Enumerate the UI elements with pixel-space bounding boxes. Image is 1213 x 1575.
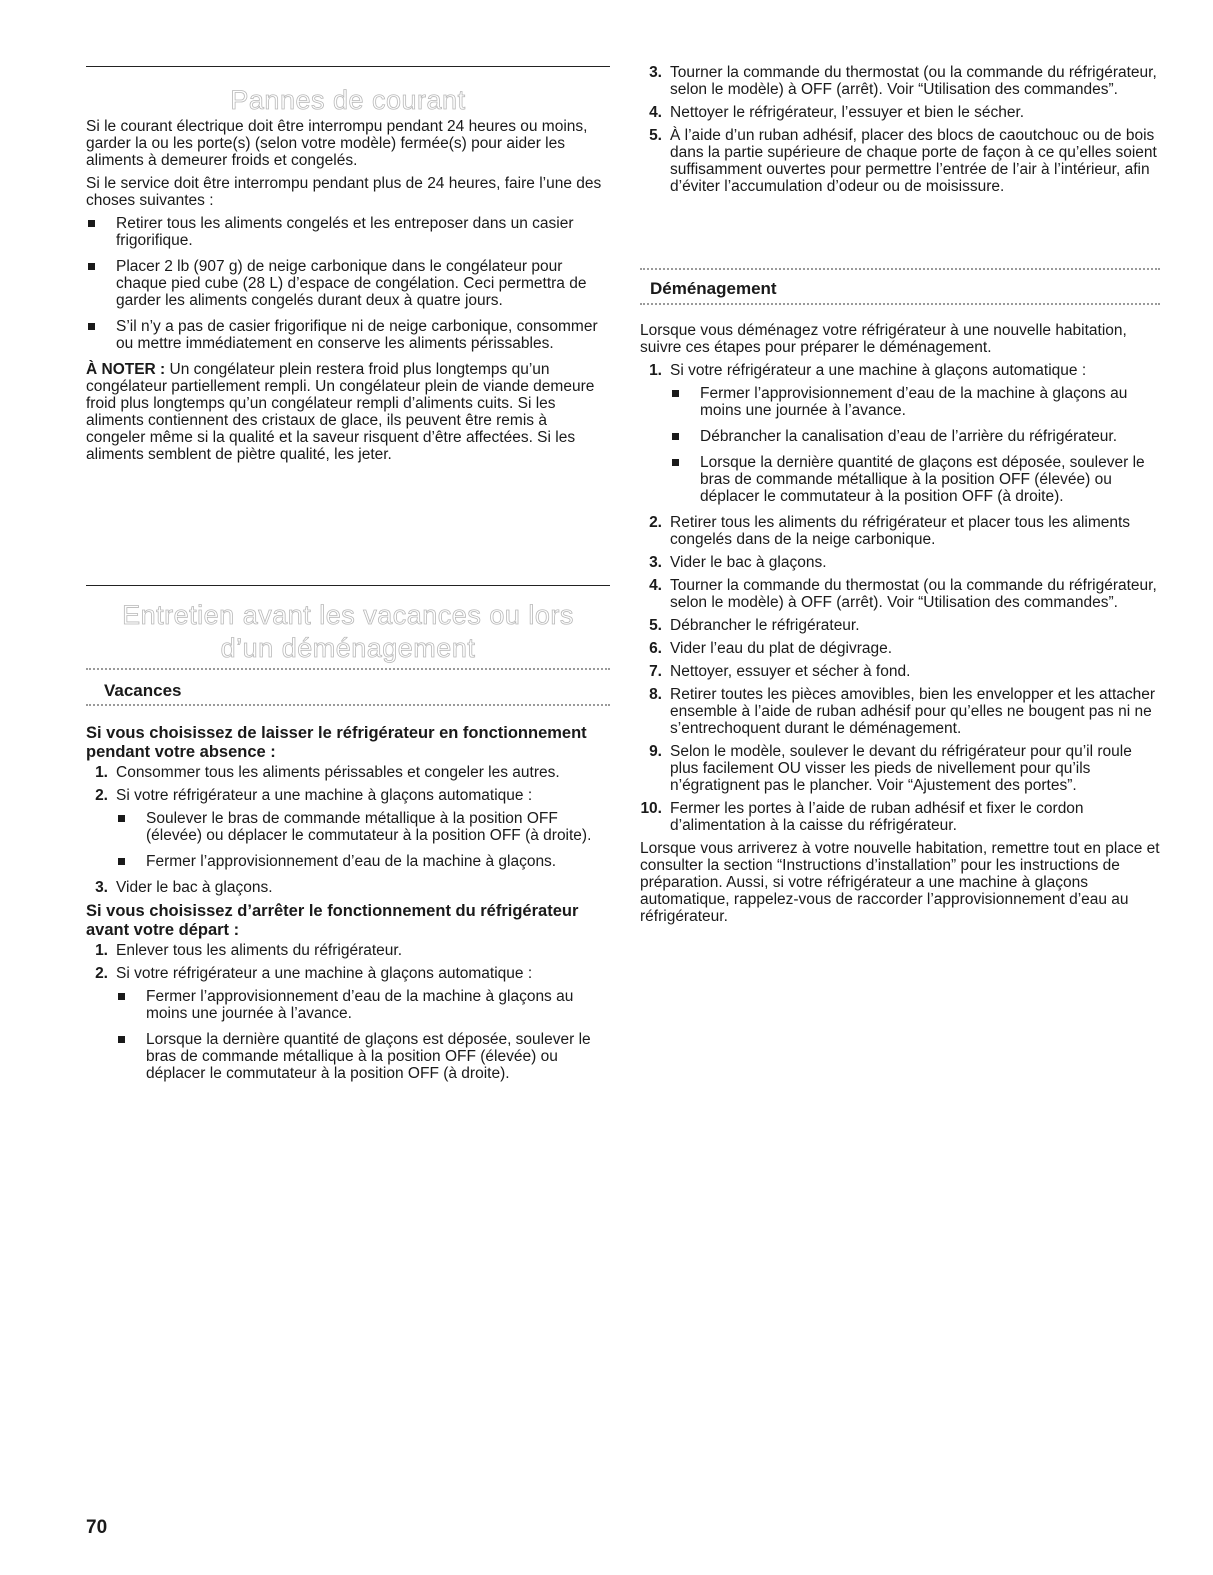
list-item (640, 362, 1160, 505)
step-text: Vider le bac à glaçons. (670, 554, 827, 571)
moving-intro: Lorsque vous déménagez votre réfrigérateur à une nouvelle habitation, suivre ces étapes pour préparer le déménagement. (640, 322, 1127, 356)
step-number: 3. (649, 64, 662, 81)
step-text: Nettoyer, essuyer et sécher à fond. (670, 663, 911, 680)
list-item: Fermer l’approvisionnement d’eau de la machine à glaçons au moins une journée à l’avance. (116, 988, 610, 1022)
step-number: 1. (649, 362, 662, 379)
list-item (86, 879, 610, 896)
step-text: Tourner la commande du thermostat (ou la commande du réfrigérateur, selon le modèle) à OFF (arrêt). Voir “Utilisation des commandes”. (670, 64, 1157, 98)
step-number: 1. (95, 764, 108, 781)
step-text: Vider le bac à glaçons. (116, 879, 273, 896)
continued-step-list (640, 64, 1160, 195)
moving-step-list (640, 362, 1160, 834)
list-item (640, 686, 1160, 737)
list-item: Lorsque la dernière quantité de glaçons est déposée, soulever le bras de commande métallique à la position OFF (élevée) ou déplacer le commutateur à la position OFF (à droite). (116, 1031, 610, 1082)
list-item: Retirer tous les aliments congelés et les entreposer dans un casier frigorifique. (86, 215, 610, 249)
list-item (640, 800, 1160, 834)
step-text: Fermer les portes à l’aide de ruban adhésif et fixer le cordon d’alimentation à la caisse du réfrigérateur. (670, 800, 1084, 834)
step-number: 4. (649, 577, 662, 594)
list-item (86, 942, 610, 959)
step-text: Enlever tous les aliments du réfrigérateur. (116, 942, 403, 959)
list-item: S’il n’y a pas de casier frigorifique ni de neige carbonique, consommer ou mettre immédiatement en conserve les aliments périssables. (86, 318, 610, 352)
step-text: Si votre réfrigérateur a une machine à glaçons automatique : (116, 965, 533, 982)
step-text: Si votre réfrigérateur a une machine à glaçons automatique : (116, 787, 533, 804)
dotted-divider (86, 668, 610, 670)
step-text: Débrancher le réfrigérateur. (670, 617, 860, 634)
step-number: 4. (649, 104, 662, 121)
step-text: Si votre réfrigérateur a une machine à glaçons automatique : (670, 362, 1087, 379)
list-item (640, 577, 1160, 611)
list-item (640, 104, 1160, 121)
list-item: Placer 2 lb (907 g) de neige carbonique dans le congélateur pour chaque pied cube (28 L) d’espace de congélation. Ceci permettra de garder les aliments congelés durant deux à quatre jours. (86, 258, 610, 309)
list-item (640, 64, 1160, 98)
moving-outro: Lorsque vous arriverez à votre nouvelle habitation, remettre tout en place et consulter la section “Instructions d’installation” pour les instructions de préparation. Aussi, si votre réfrigérateur a une machine à glaçons automatique, rappelez-vous de raccorder l’approvisionnement d’eau au réfrigérateur. (640, 840, 1160, 925)
step-number: 8. (649, 686, 662, 703)
list-item (640, 554, 1160, 571)
subheading-moving: Déménagement (650, 279, 777, 298)
section-heading-care-line-2: d’un déménagement (220, 633, 476, 663)
power-outage-body (86, 118, 610, 469)
dotted-divider (640, 268, 1160, 270)
step-number: 1. (95, 942, 108, 959)
list-item (640, 640, 1160, 657)
step-text: Selon le modèle, soulever le devant du réfrigérateur pour qu’il roule plus facilement OU visser les pieds de nivellement pour qu’ils n’égratignent pas le plancher. Voir “Ajustement des portes”. (670, 743, 1132, 794)
list-item (640, 127, 1160, 195)
stop-running-heading: Si vous choisissez d’arrêter le fonctionnement du réfrigérateur avant votre départ : (86, 902, 579, 939)
step-number: 5. (649, 617, 662, 634)
step-number: 9. (649, 743, 662, 760)
list-item (86, 965, 610, 1082)
step-number: 2. (95, 965, 108, 982)
step-number: 6. (649, 640, 662, 657)
moving-body (640, 322, 1160, 931)
step-number: 7. (649, 663, 662, 680)
list-item: Lorsque la dernière quantité de glaçons est déposée, soulever le bras de commande métallique à la position OFF (élevée) ou déplacer le commutateur à la position OFF (à droite). (670, 454, 1160, 505)
power-paragraph-2: Si le service doit être interrompu pendant plus de 24 heures, faire l’une des choses suivantes : (86, 175, 602, 209)
dotted-divider (86, 704, 610, 706)
list-item: Soulever le bras de commande métallique à la position OFF (élevée) ou déplacer le commutateur à la position OFF (à droite). (116, 810, 610, 844)
step-number: 2. (649, 514, 662, 531)
list-item (86, 787, 610, 870)
step-text: Retirer toutes les pièces amovibles, bien les envelopper et les attacher ensemble à l’aide de ruban adhésif pour qu’elles ne bougent pas ni ne s’entrechoquent durant le déménagement. (670, 686, 1156, 737)
step-text: Retirer tous les aliments du réfrigérateur et placer tous les aliments congelés dans de la neige carbonique. (670, 514, 1131, 548)
step-text: Nettoyer le réfrigérateur, l’essuyer et bien le sécher. (670, 104, 1025, 121)
step-number: 3. (649, 554, 662, 571)
step-text: À l’aide d’un ruban adhésif, placer des blocs de caoutchouc ou de bois dans la partie supérieure de chaque porte de façon à ce qu’elles soient suffisamment ouvertes pour permettre l’entrée de l’air à l’intérieur, afin d’éviter l’accumulation d’odeur ou de moisissure. (670, 127, 1157, 195)
list-item (86, 764, 610, 781)
list-item (640, 743, 1160, 794)
moving-step1-bullets (670, 385, 1160, 505)
note-label: À NOTER : (86, 361, 166, 378)
stop-step2-bullets (116, 988, 610, 1082)
power-bullet-list (86, 215, 610, 352)
section-heading-power-outage: Pannes de courant (230, 85, 466, 115)
list-item (640, 617, 1160, 634)
page-number: 70 (86, 1517, 108, 1538)
keep-running-heading: Si vous choisissez de laisser le réfrigérateur en fonctionnement pendant votre absence : (86, 724, 587, 761)
keep-running-steps (86, 764, 610, 896)
vacation-body (86, 724, 610, 1091)
step-number: 2. (95, 787, 108, 804)
step-number: 10. (640, 800, 662, 817)
subheading-vacances: Vacances (104, 681, 182, 700)
step-number: 5. (649, 127, 662, 144)
step-text: Vider l’eau du plat de dégivrage. (670, 640, 893, 657)
note-paragraph (86, 361, 610, 463)
continued-steps (640, 64, 1160, 201)
list-item: Fermer l’approvisionnement d’eau de la machine à glaçons. (116, 853, 610, 870)
section-heading-care-line-1: Entretien avant les vacances ou lors (122, 600, 574, 630)
top-rule (86, 66, 610, 67)
list-item (640, 663, 1160, 680)
stop-running-steps (86, 942, 610, 1082)
step-number: 3. (95, 879, 108, 896)
note-text: Un congélateur plein restera froid plus longtemps qu’un congélateur partiellement rempli. Un congélateur plein de viande demeure froid plus longtemps qu’un congélateur rempli d’aliments cuits. Si les aliments contiennent des cristaux de glace, ils peuvent être remis à congeler même si la qualité et la saveur risquent d’être affectées. Si les aliments semblent de piètre qualité, les jeter. (86, 361, 595, 463)
dotted-divider (640, 303, 1160, 305)
list-item (640, 514, 1160, 548)
keep-step2-bullets (116, 810, 610, 870)
section-rule (86, 585, 610, 586)
power-paragraph-1: Si le courant électrique doit être interrompu pendant 24 heures ou moins, garder la ou les porte(s) (selon votre modèle) fermée(s) pour aider les aliments à demeurer froids et congelés. (86, 118, 588, 169)
list-item: Fermer l’approvisionnement d’eau de la machine à glaçons au moins une journée à l’avance. (670, 385, 1160, 419)
step-text: Tourner la commande du thermostat (ou la commande du réfrigérateur, selon le modèle) à OFF (arrêt). Voir “Utilisation des commandes”. (670, 577, 1157, 611)
step-text: Consommer tous les aliments périssables et congeler les autres. (116, 764, 560, 781)
list-item: Débrancher la canalisation d’eau de l’arrière du réfrigérateur. (670, 428, 1160, 445)
